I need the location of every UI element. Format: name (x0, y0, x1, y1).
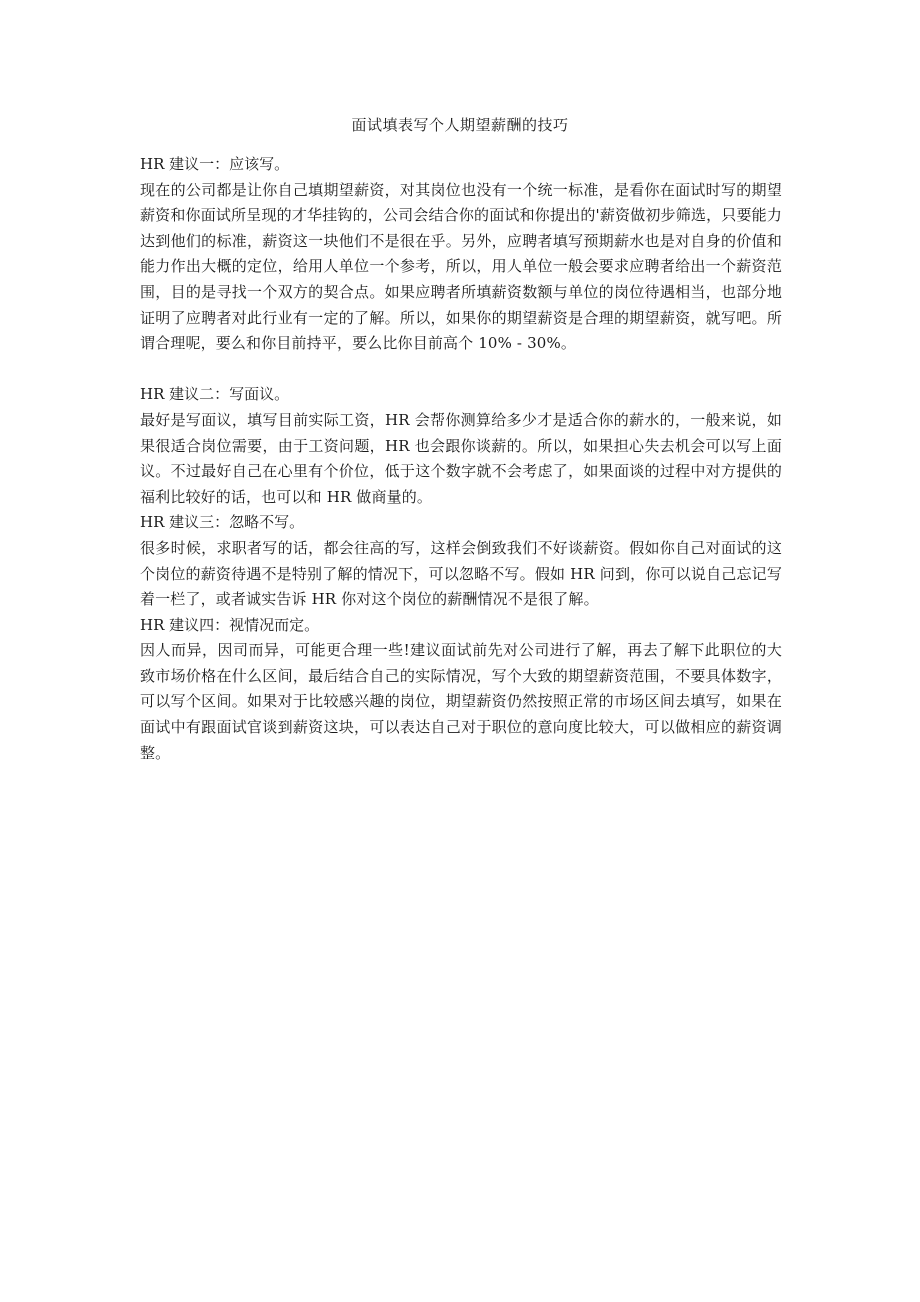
section-1-paragraph: 现在的公司都是让你自己填期望薪资，对其岗位也没有一个统一标准，是看你在面试时写的期望薪资和你面试所呈现的才华挂钩的，公司会结合你的面试和你提出的'薪资做初步筛选，只要能力达到他们的标准，薪资这一块他们不是很在乎。另外，应聘者填写预期薪水也是对自身的价值和能力作出大概的定位，给用人单位一个参考，所以，用人单位一般会要求应聘者给出一个薪资范围，目的是寻找一个双方的契合点。如果应聘者所填薪资数额与单位的岗位待遇相当，也部分地证明了应聘者对此行业有一定的了解。所以，如果你的期望薪资是合理的期望薪资，就写吧。所谓合理呢，要么和你目前持平，要么比你目前高个 10% - 30%。 (140, 180, 782, 353)
document-title: 面试填表写个人期望薪酬的技巧 (351, 116, 569, 134)
section-4 (140, 613, 782, 767)
section-3-heading: HR 建议三：忽略不写。 (140, 513, 305, 532)
section-4-heading: HR 建议四：视情况而定。 (140, 615, 320, 634)
section-3 (140, 510, 782, 612)
section-1 (140, 152, 782, 357)
section-3-paragraph: 很多时候，求职者写的话，都会往高的写，这样会倒致我们不好谈薪资。假如你自己对面试的这个岗位的薪资待遇不是特别了解的情况下，可以忽略不写。假如 HR 问到，你可以说自己忘记写着一栏了，或者诚实告诉 HR 你对这个岗位的薪酬情况不是很了解。 (140, 538, 782, 609)
section-2-heading: HR 建议二：写面议。 (140, 385, 290, 404)
section-1-heading: HR 建议一：应该写。 (140, 155, 290, 173)
document-body (140, 152, 782, 766)
section-2 (140, 382, 782, 510)
section-2-paragraph: 最好是写面议，填写目前实际工资，HR 会帮你测算给多少才是适合你的薪水的，一般来说，如果很适合岗位需要，由于工资问题，HR 也会跟你谈薪的。所以，如果担心失去机会可以写上面议。不过最好自己在心里有个价位，低于这个数字就不会考虑了，如果面谈的过程中对方提供的福利比较好的话，也可以和 HR 做商量的。 (140, 410, 782, 506)
section-4-paragraph: 因人而异，因司而异，可能更合理一些!建议面试前先对公司进行了解，再去了解下此职位的大致市场价格在什么区间，最后结合自己的实际情况，写个大致的期望薪资范围，不要具体数字，可以写个区间。如果对于比较感兴趣的岗位，期望薪资仍然按照正常的市场区间去填写，如果在面试中有跟面试官谈到薪资这块，可以表达自己对于职位的意向度比较大，可以做相应的薪资调整。 (140, 641, 782, 762)
blank-line (140, 357, 782, 383)
